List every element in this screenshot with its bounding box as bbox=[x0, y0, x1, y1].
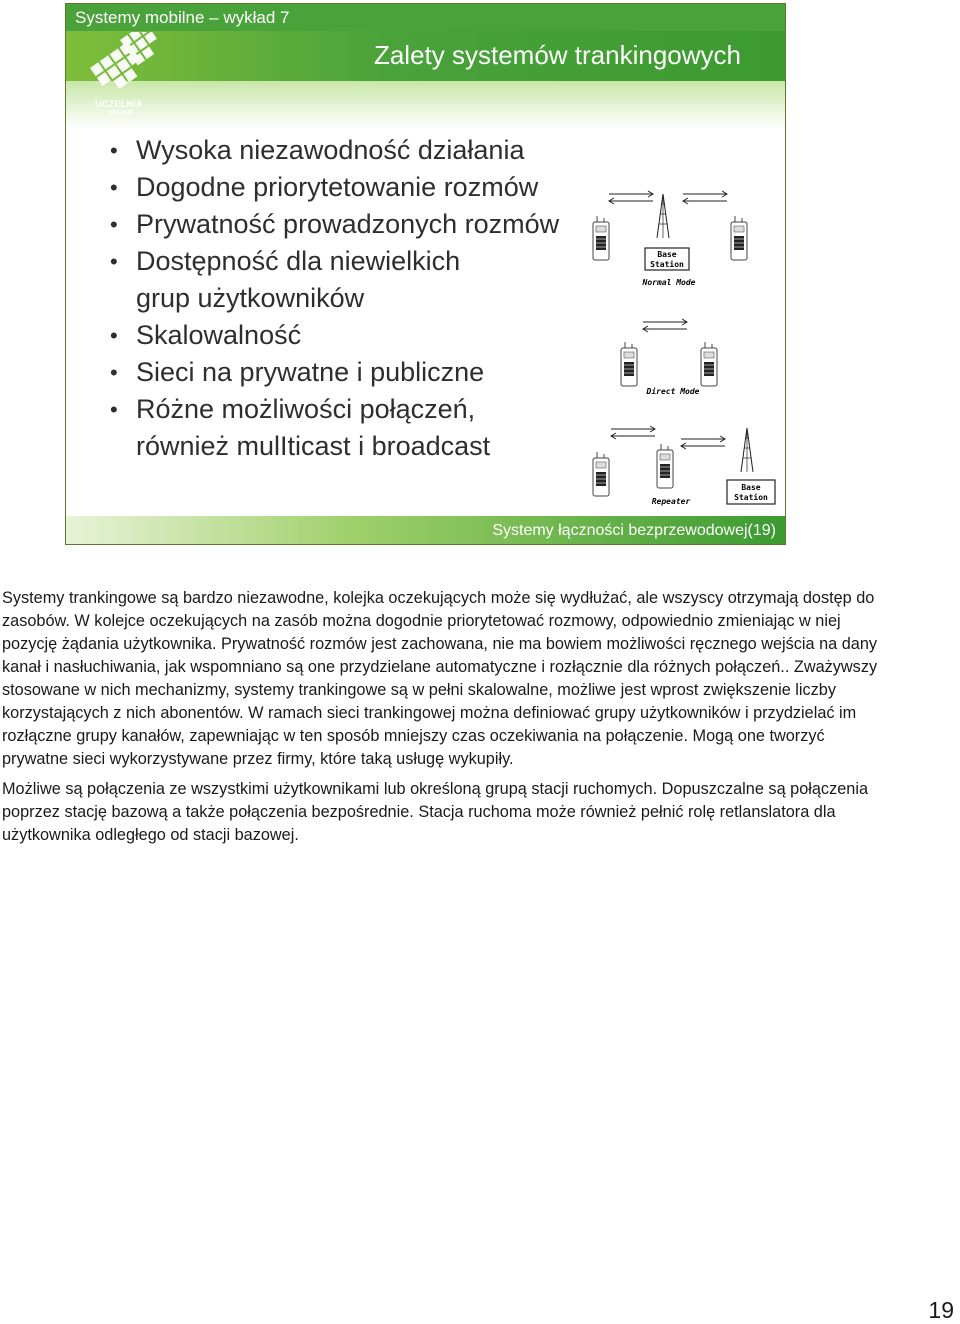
radio-icon bbox=[701, 342, 717, 386]
base-station-label: Base bbox=[657, 250, 677, 259]
normal-mode-label: Normal Mode bbox=[642, 278, 696, 287]
logo-text-uczelnia: UCZELNIA bbox=[95, 99, 143, 109]
radio-icon bbox=[593, 216, 609, 260]
radio-icon bbox=[621, 342, 637, 386]
radio-icon bbox=[657, 444, 673, 488]
list-item: • Prywatność prowadzonych rozmów bbox=[110, 209, 560, 239]
arrows-icon bbox=[643, 319, 687, 332]
arrows-icon bbox=[681, 436, 725, 449]
repeater-group bbox=[593, 426, 775, 506]
direct-mode-group bbox=[621, 319, 717, 396]
list-item: • Skalowalność bbox=[110, 320, 302, 350]
trunking-modes-diagram bbox=[581, 184, 781, 514]
advantages-list bbox=[106, 132, 559, 465]
list-item: • Dostępność dla niewielkich bbox=[110, 246, 461, 276]
radio-icon bbox=[731, 216, 747, 260]
course-title: Systemy mobilne – wykład 7 bbox=[75, 8, 290, 27]
radio-icon bbox=[593, 452, 609, 496]
list-item: • Wysoka niezawodność działania bbox=[110, 135, 525, 165]
logo-text-online: ONLINE bbox=[107, 110, 134, 117]
lecture-notes bbox=[2, 587, 882, 854]
list-item: • Sieci na prywatne i publiczne bbox=[110, 357, 485, 387]
repeater-label: Repeater bbox=[651, 497, 691, 506]
notes-paragraph: Możliwe są połączenia ze wszystkimi użytkownikami lub określoną grupą stacji ruchomych. Dopuszczalne są połączenia poprzez stację bazową a także połączenia bezpośrednie. Stacja ruchoma może również pełnić rolę retlanslatora dla użytkownika odległego od stacji bazowej. bbox=[2, 780, 868, 844]
list-item: • Różne możliwości połączeń, bbox=[110, 394, 476, 424]
base-station-label: Station bbox=[650, 260, 684, 269]
direct-mode-label: Direct Mode bbox=[646, 387, 700, 396]
list-item-continuation: grup użytkowników bbox=[136, 283, 365, 313]
list-item-continuation: również mulIticast i broadcast bbox=[136, 431, 491, 461]
notes-paragraph: Systemy trankingowe są bardzo niezawodne, kolejka oczekujących może się wydłużać, ale wszyscy otrzymają dostęp do zasobów. W kolejce oczekujących na zasób można dogodnie priorytetować rozmowy, odpowiednio zmieniając w niej pozycję żądania użytkownika. Prywatność rozmów jest zachowana, nie ma bowiem możliwości ręcznego wejścia na dany kanał i nasłuchiwania, jak wspomniano są one przydzielane automatyczne i rozłącznie dla różnych połączeń.. Zważywszy stosowane w nich mechanizmy, systemy trankingowe są w pełni skalowalne, możliwe jest wprost zwiększenie liczby korzystających z nich abonentów. W ramach sieci trankingowej można definiować grupy użytkowników i przydzielać im rozłączne grupy kanałów, zapewniając w ten sposób mniejszy czas oczekiwania na połączenie. Mogą one tworzyć prywatne sieci wykorzystywane przez firmy, które taką usługę wykupiły. bbox=[2, 589, 878, 768]
slide-footer-text: Systemy łączności bezprzewodowej(19) bbox=[492, 522, 776, 539]
arrows-icon bbox=[609, 191, 653, 204]
arrows-icon bbox=[683, 191, 727, 204]
tower-icon bbox=[657, 194, 669, 238]
page-number: 19 bbox=[928, 1297, 954, 1323]
arrows-icon bbox=[611, 426, 655, 439]
slide-title: Zalety systemów trankingowych bbox=[373, 40, 741, 70]
normal-mode-group bbox=[593, 191, 747, 287]
base-station-label: Base bbox=[741, 483, 761, 492]
base-station-label: Station bbox=[734, 493, 768, 502]
list-item: • Dogodne priorytetowanie rozmów bbox=[110, 172, 539, 202]
slide bbox=[65, 3, 786, 545]
tower-icon bbox=[741, 428, 753, 472]
